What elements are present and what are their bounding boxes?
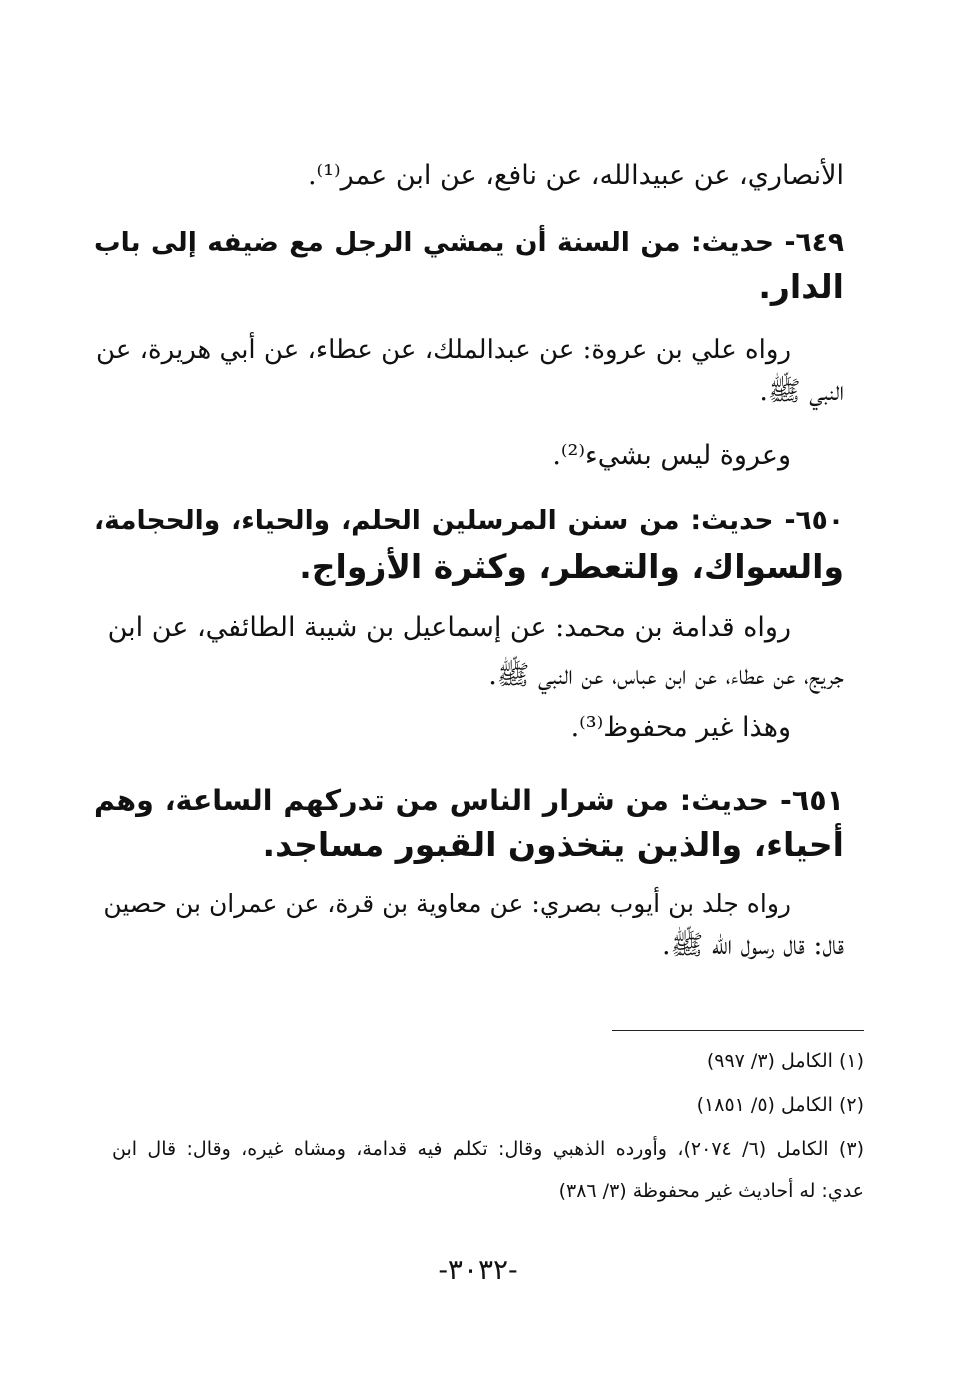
hadith-649-text-line-2: النبي ﷺ. xyxy=(759,376,844,407)
hadith-651-heading-line-2: أحياء، والذين يتخذون القبور مساجد. xyxy=(262,825,844,864)
footnote-1: (١) الكامل (٣/ ٩٩٧) xyxy=(706,1050,864,1072)
footnote-3-line-1: (٣) الكامل (٦/ ٢٠٧٤)، وأورده الذهبي وقال: تكلم فيه قدامة، ومشاه غيره، وقال: قال ابن xyxy=(112,1138,864,1160)
hadith-650-heading-line-2: والسواك، والتعطر، وكثرة الأزواج. xyxy=(299,547,844,586)
hadith-649-heading-line-2: الدار. xyxy=(758,267,844,306)
hadith-651-text-line-1: رواه جلد بن أيوب بصري: عن معاوية بن قرة، عن عمران بن حصين xyxy=(103,889,791,918)
hadith-649-heading-line-1: ٦٤٩- حديث: من السنة أن يمشي الرجل مع ضيفه إلى باب xyxy=(94,227,844,258)
page-number: -٣٠٣٢- xyxy=(438,1253,518,1286)
footnote-3-line-2: عدي: له أحاديث غير محفوظة (٣/ ٣٨٦) xyxy=(558,1180,864,1202)
hadith-650-heading-line-1: ٦٥٠- حديث: من سنن المرسلين الحلم، والحياء، والحجامة، xyxy=(94,505,844,536)
top-paragraph-line-1: الأنصاري، عن عبيدالله، عن نافع، عن ابن عمر⁽¹⁾. xyxy=(307,160,844,191)
hadith-650-text-line-3: وهذا غير محفوظ⁽³⁾. xyxy=(570,712,791,743)
footnote-separator xyxy=(612,1030,864,1031)
hadith-649-text-line-1: رواه علي بن عروة: عن عبدالملك، عن عطاء، عن أبي هريرة، عن xyxy=(96,335,791,365)
hadith-650-text-line-1: رواه قدامة بن محمد: عن إسماعيل بن شيبة الطائفي، عن ابن xyxy=(107,612,791,643)
hadith-650-text-line-2: جريج، عن عطاء، عن ابن عباس، عن النبي ﷺ. xyxy=(488,660,844,691)
hadith-649-text-line-3: وعروة ليس بشيء⁽²⁾. xyxy=(552,440,791,471)
footnote-2: (٢) الكامل (٥/ ١٨٥١) xyxy=(696,1094,864,1116)
hadith-651-heading-line-1: ٦٥١- حديث: من شرار الناس من تدركهم الساعة، وهم xyxy=(94,784,844,817)
hadith-651-text-line-2: قال: قال رسول الله ﷺ. xyxy=(662,930,844,961)
